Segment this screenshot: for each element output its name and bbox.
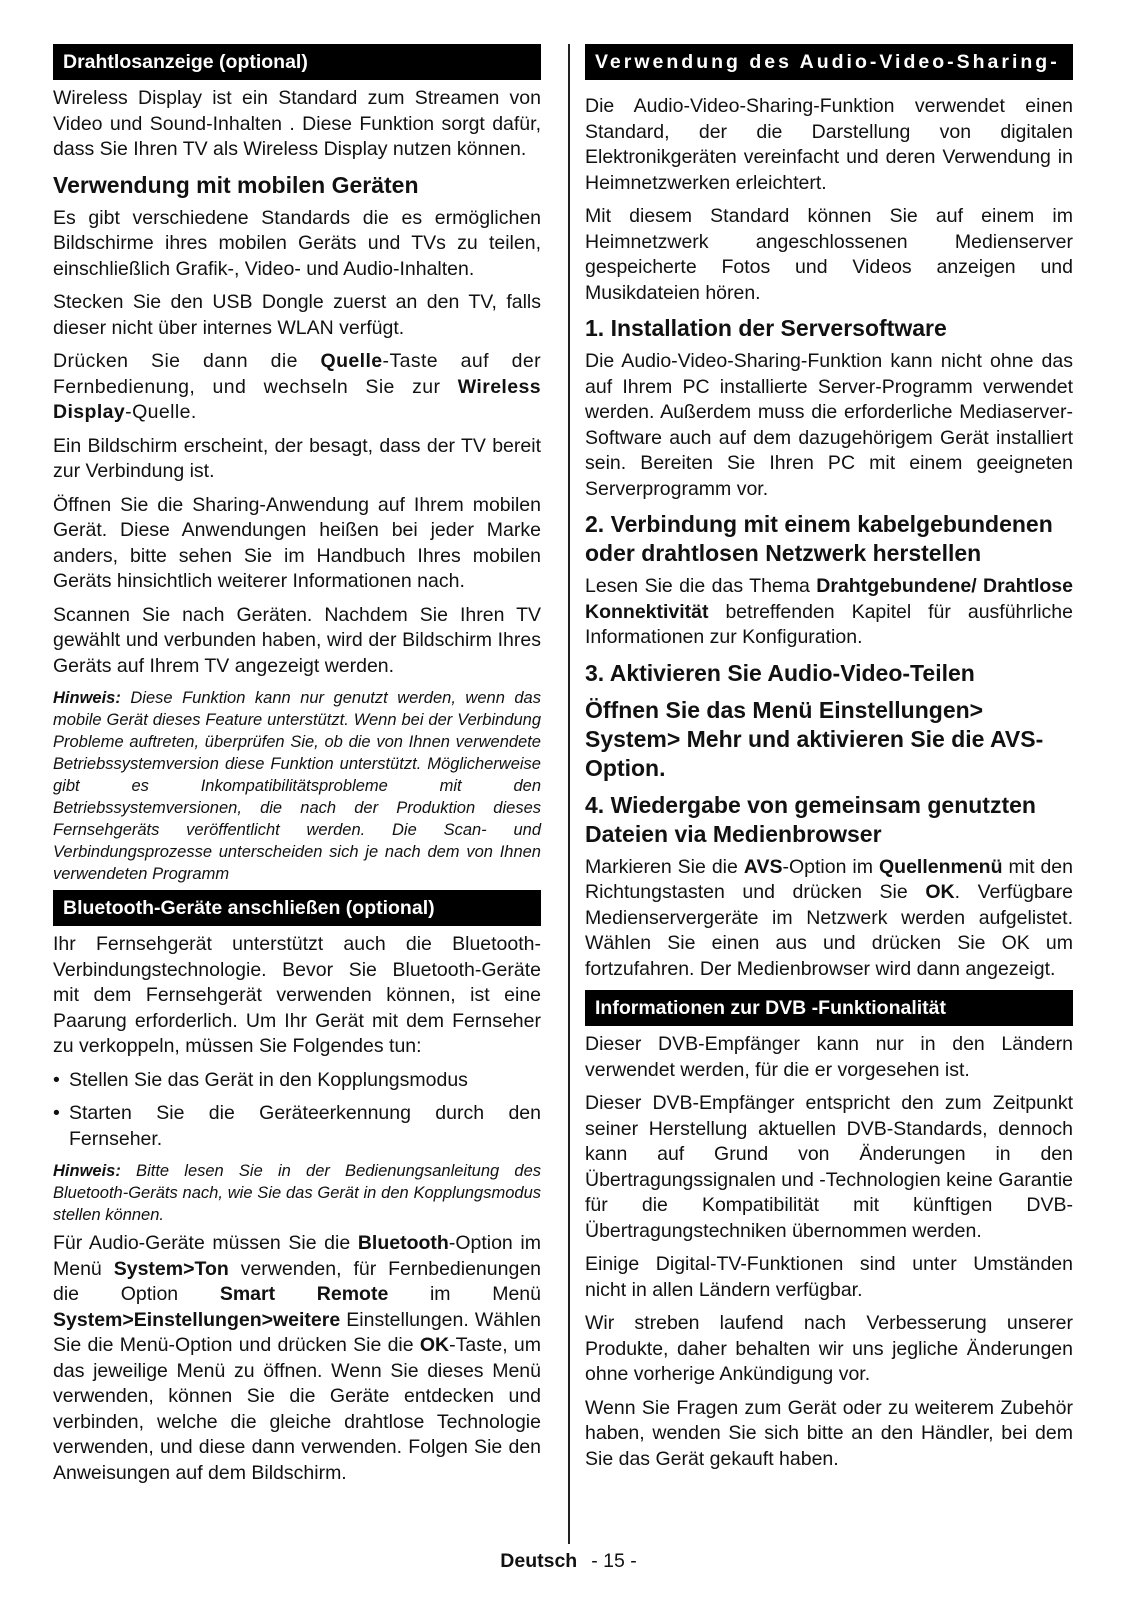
page-footer <box>0 1550 1137 1573</box>
list-item: • Stellen Sie das Gerät in den Kopplungsmodus <box>53 1068 541 1094</box>
step-4-paragraph <box>585 855 1073 983</box>
right-column <box>585 44 1073 1480</box>
text-run: Drücken Sie dann die <box>53 350 321 372</box>
text-run: verwenden, für Fernbedienungen die Option <box>53 1257 542 1305</box>
avs-paragraph-2: Mit diesem Standard können Sie auf einem im Heimnetzwerk angeschlossenen Medienserver gespeicherte Fotos und Videos anzeigen und Musikdateien hören. <box>585 205 1073 304</box>
step-2-heading: 2. Verbindung mit einem kabelgebundenen oder drahtlosen Netzwerk herstellen <box>585 511 1053 566</box>
text-run: -Option im <box>782 855 879 878</box>
dvb-paragraph-2: Dieser DVB-Empfänger entspricht den zum Zeitpunkt seiner Herstellung aktuellen DVB-Standards, dennoch kann auf Grund von Änderungen in den Übertragungssignalen und -Technologien keine Garantie für die Kompatibilität mit künftigen DVB-Übertragungstechniken übernommen werden. <box>585 1092 1073 1242</box>
bluetooth-steps-list <box>53 1068 541 1153</box>
dvb-paragraph-1: Dieser DVB-Empfänger kann nur in den Ländern verwendet werden, für die er vorgesehen ist. <box>585 1033 1073 1081</box>
mobile-paragraph-6: Scannen Sie nach Geräten. Nachdem Sie Ihren TV gewählt und verbunden haben, wird der Bildschirm Ihres Geräts auf Ihrem TV angezeigt werden. <box>53 603 541 677</box>
text-run: -Quelle. <box>125 401 197 423</box>
mobile-devices-heading: Verwendung mit mobilen Geräten <box>53 171 419 198</box>
smart-remote-label: Smart Remote <box>219 1283 389 1305</box>
step-4-heading: 4. Wiedergabe von gemeinsam genutzten Dateien via Medienbrowser <box>585 791 1036 847</box>
wireless-intro-paragraph: Wireless Display ist ein Standard zum Streamen von Video und Sound-Inhalten . Diese Funktion sorgt dafür, dass Sie Ihren TV als Wireless Display nutzen können. <box>53 87 541 160</box>
text-run: im Menü <box>388 1283 541 1305</box>
mobile-paragraph-4: Ein Bildschirm erscheint, der besagt, dass der TV bereit zur Verbindung ist. <box>53 434 541 482</box>
ok-key-label: OK <box>419 1334 450 1356</box>
avs-option-label: AVS <box>743 855 783 878</box>
note-label: Hinweis: <box>53 1162 121 1180</box>
mobile-paragraph-3 <box>53 349 541 426</box>
dvb-paragraph-5: Wenn Sie Fragen zum Gerät oder zu weiterem Zubehör haben, wenden Sie sich bitte an den Händler, bei dem Sie das Gerät gekauft haben. <box>585 1396 1073 1470</box>
page-number: - 15 - <box>591 1550 637 1572</box>
note-label: Hinweis: <box>53 689 121 707</box>
dvb-paragraph-3: Einige Digital-TV-Funktionen sind unter Umständen nicht in allen Ländern verfügbar. <box>585 1253 1073 1301</box>
menu-path-sound: System>Ton <box>113 1257 229 1280</box>
dvb-paragraph-4: Wir streben laufend nach Verbesserung unserer Produkte, daher behalten wir uns jegliche Änderungen ohne vorherige Ankündigung vor. <box>585 1312 1073 1385</box>
text-run: Einstellungen. Wählen Sie die Menü-Option und drücken Sie die <box>53 1308 541 1356</box>
step-3-heading: 3. Aktivieren Sie Audio-Video-Teilen <box>585 659 975 686</box>
section-header-audio-video-sharing: Verwendung des Audio-Video-Sharing- <box>585 44 1073 80</box>
step-1-paragraph: Die Audio-Video-Sharing-Funktion kann nicht ohne das auf Ihrem PC installierte Server-Programm verwendet werden. Außerdem muss die erforderliche Mediaserver-Software auch auf dem dazugehörigem Gerät installiert sein. Bereiten Sie Ihren PC mit einem geeigneten Serverprogramm vor. <box>585 350 1073 500</box>
column-divider <box>568 44 570 1544</box>
text-run: . Verfügbare Medienservergeräte im Netzwerk werden aufgelistet. Wählen Sie einen aus und drücken Sie OK um fortzufahren. Der Medienbrowser wird dann angezeigt. <box>585 881 1073 980</box>
bluetooth-paragraph-1: Ihr Fernsehgerät unterstützt auch die Bluetooth-Verbindungstechnologie. Bevor Sie Bluetooth-Geräte mit dem Fernsehgerät verwenden können, ist eine Paarung erforderlich. Um Ihr Gerät mit dem Fernseher zu verkoppeln, müssen Sie Folgendes tun: <box>53 933 541 1057</box>
left-column <box>53 44 541 1494</box>
section-header-dvb: Informationen zur DVB -Funktionalität <box>585 990 1073 1026</box>
text-run: Lesen Sie die das Thema <box>585 575 817 597</box>
note-text: Bitte lesen Sie in der Bedienungsanleitung des Bluetooth-Geräts nach, wie Sie das Gerät in den Kopplungsmodus stellen können. <box>53 1162 541 1224</box>
mobile-paragraph-1: Es gibt verschiedene Standards die es ermöglichen Bildschirme ihres mobilen Geräts und TVs zu teilen, einschließlich Grafik-, Video- und Audio-Inhalten. <box>53 206 541 280</box>
wireless-display-label: Wireless Display <box>53 375 541 423</box>
text-run: mit den Richtungstasten und drücken Sie <box>585 855 1074 903</box>
connectivity-topic-label: Drahtgebundene/ Drahtlose Konnektivität <box>585 575 1073 623</box>
step-1-heading: 1. Installation der Serversoftware <box>585 315 947 341</box>
list-item: • Starten Sie die Geräteerkennung durch den Fernseher. <box>53 1101 541 1152</box>
note-bluetooth <box>53 1160 541 1226</box>
footer-language: Deutsch <box>500 1550 578 1572</box>
mobile-paragraph-5: Öffnen Sie die Sharing-Anwendung auf Ihrem mobilen Gerät. Diese Anwendungen heißen bei jeder Marke anders, bitte sehen Sie im Handbuch Ihres mobilen Geräts hinsichtlich weiterer Informationen nach. <box>53 493 541 592</box>
text-run: -Option im Menü <box>53 1232 541 1280</box>
menu-path-settings: System>Einstellungen>weitere <box>53 1308 341 1331</box>
note-mobile <box>53 687 541 885</box>
ok-key-label: OK <box>925 881 955 903</box>
bluetooth-paragraph-2 <box>53 1231 541 1486</box>
text-run: betreffenden Kapitel für ausführliche Informationen zur Konfiguration. <box>585 600 1073 648</box>
section-header-wireless-display: Drahtlosanzeige (optional) <box>53 44 541 80</box>
mobile-paragraph-2: Stecken Sie den USB Dongle zuerst an den TV, falls dieser nicht über internes WLAN verfügt. <box>53 291 541 339</box>
text-run: Für Audio-Geräte müssen Sie die <box>53 1232 358 1254</box>
text-run: Markieren Sie die <box>585 855 744 878</box>
note-text: Diese Funktion kann nur genutzt werden, wenn das mobile Gerät dieses Feature unterstützt. Wenn bei der Verbindung Probleme auftreten, überprüfen Sie, ob die von Ihnen verwendete Betriebssystemversion diese Funktion unterstützt. Möglicherweise gibt es Inkompatibilitätsprobleme mit den Betriebssystemversionen, die nach der Produktion dieses Fernsehgeräts veröffentlicht werden. Die Scan- und Verbindungsprozesse unterscheiden sich je nach dem von Ihnen verwendeten Programm <box>53 689 541 883</box>
text-run: -Taste, um das jeweilige Menü zu öffnen. Wenn Sie dieses Menü verwenden, können Sie die Geräte entdecken und verbinden, welche die gleiche drahtlose Technologie verwenden, und diese dann verwenden. Folgen Sie den Anweisungen auf dem Bildschirm. <box>53 1334 541 1484</box>
bluetooth-option-label: Bluetooth <box>357 1232 449 1254</box>
source-key-label: Quelle <box>320 350 383 372</box>
section-header-bluetooth: Bluetooth-Geräte anschließen (optional) <box>53 890 541 926</box>
step-3-subheading: Öffnen Sie das Menü Einstellungen> System> Mehr und aktivieren Sie die AVS-Option. <box>585 696 1044 781</box>
text-run: -Taste auf der Fernbedienung, und wechseln Sie zur <box>53 350 541 398</box>
source-menu-label: Quellenmenü <box>878 855 1003 878</box>
avs-paragraph-1: Die Audio-Video-Sharing-Funktion verwendet einen Standard, der die Darstellung von digitalen Elektronikgeräten vereinfacht und deren Verwendung in Heimnetzwerken erleichtert. <box>585 95 1073 194</box>
step-2-paragraph <box>585 574 1073 651</box>
